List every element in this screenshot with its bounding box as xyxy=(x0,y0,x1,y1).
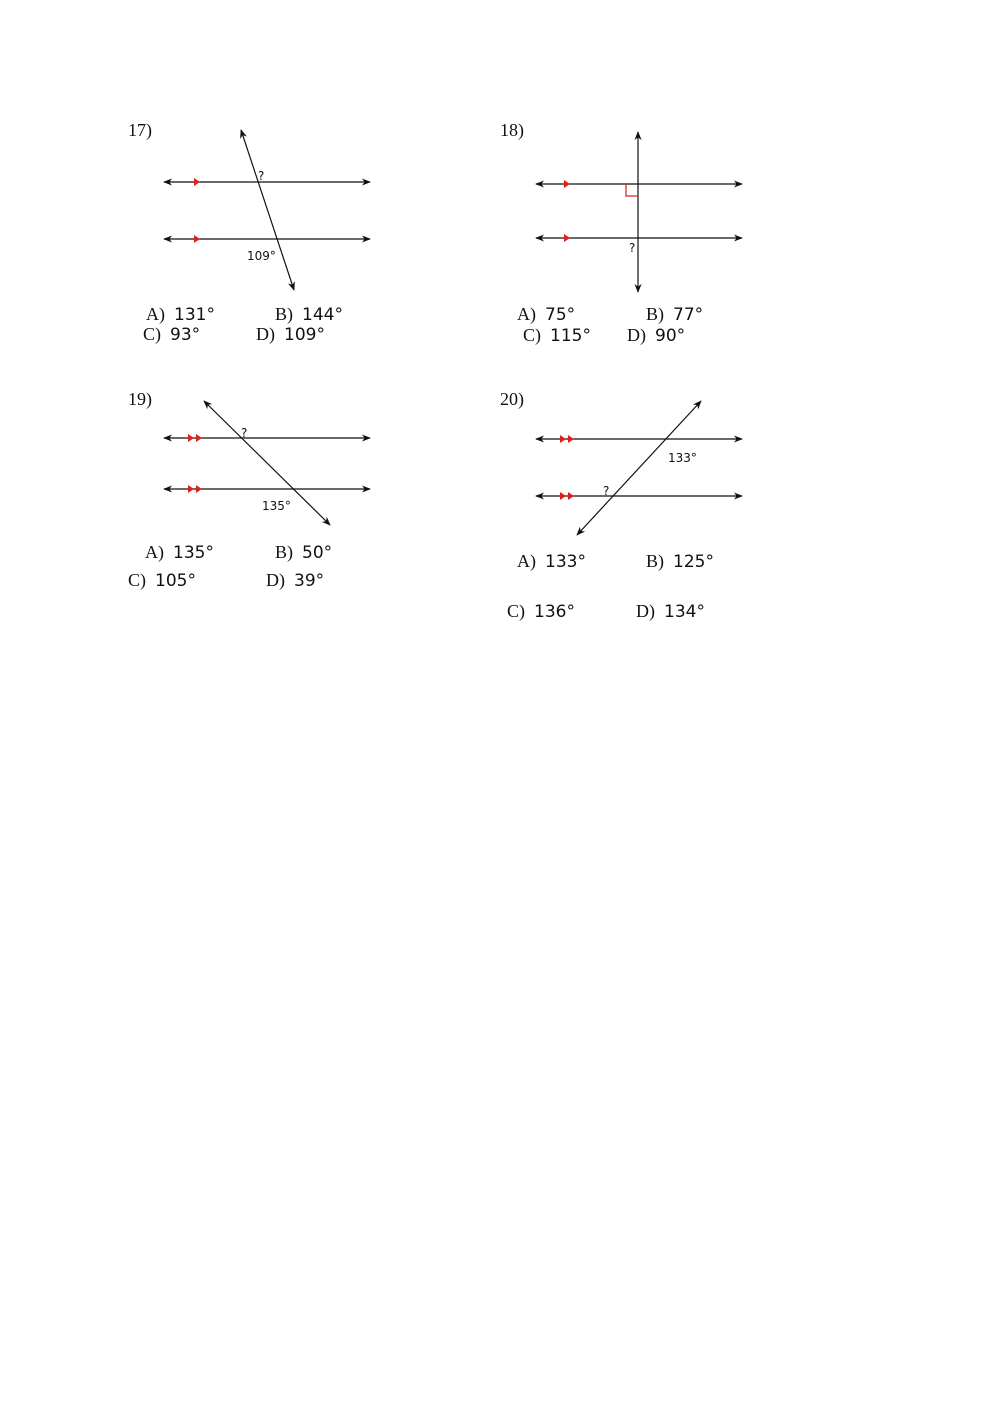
choice-d[interactable] xyxy=(636,601,705,622)
choice-letter: A) xyxy=(517,551,536,571)
parallel-mark xyxy=(194,235,200,243)
problem-18 xyxy=(500,118,860,378)
choice-c[interactable] xyxy=(143,324,200,345)
transversal-line xyxy=(577,401,701,535)
question-number: 17) xyxy=(128,120,152,140)
choice-a[interactable] xyxy=(146,304,215,325)
question-number: 19) xyxy=(128,389,152,409)
choice-letter: C) xyxy=(523,325,541,345)
choice-letter: D) xyxy=(627,325,646,345)
given-angle-label: 135° xyxy=(262,499,291,513)
choice-d[interactable] xyxy=(256,324,325,345)
choice-d[interactable] xyxy=(266,570,324,591)
choice-c[interactable] xyxy=(523,325,591,346)
choice-letter: B) xyxy=(646,551,664,571)
choice-letter: A) xyxy=(145,542,164,562)
choice-b[interactable] xyxy=(275,542,332,563)
choice-b[interactable] xyxy=(646,304,703,325)
choice-value: 125° xyxy=(673,552,714,572)
choice-letter: D) xyxy=(266,570,285,590)
choice-b[interactable] xyxy=(646,551,714,572)
parallel-mark xyxy=(568,492,574,500)
choice-letter: C) xyxy=(507,601,525,621)
choice-value: 77° xyxy=(673,305,704,325)
transversal-line xyxy=(241,130,294,290)
choice-c[interactable] xyxy=(128,570,196,591)
choice-letter: A) xyxy=(517,304,536,324)
choice-a[interactable] xyxy=(517,551,586,572)
choice-letter: B) xyxy=(646,304,664,324)
parallel-mark xyxy=(564,180,570,188)
choice-value: 136° xyxy=(534,602,575,622)
parallel-lines-diagram xyxy=(500,118,860,318)
parallel-mark xyxy=(568,435,574,443)
choice-value: 75° xyxy=(545,305,576,325)
given-angle-label: 109° xyxy=(247,249,276,263)
parallel-mark xyxy=(560,492,566,500)
choice-d[interactable] xyxy=(627,325,685,346)
question-number: 18) xyxy=(500,120,524,140)
choice-value: 135° xyxy=(173,543,214,563)
right-angle-mark xyxy=(626,184,638,196)
question-number: 20) xyxy=(500,389,524,409)
choice-letter: C) xyxy=(143,324,161,344)
choice-value: 109° xyxy=(284,325,325,345)
problem-17 xyxy=(128,118,488,378)
parallel-mark xyxy=(194,178,200,186)
choice-value: 93° xyxy=(170,325,201,345)
problem-19 xyxy=(128,387,488,647)
choice-value: 144° xyxy=(302,305,343,325)
choice-value: 131° xyxy=(174,305,215,325)
parallel-mark xyxy=(560,435,566,443)
choice-letter: D) xyxy=(256,324,275,344)
choice-letter: D) xyxy=(636,601,655,621)
parallel-mark xyxy=(196,485,202,493)
choice-value: 134° xyxy=(664,602,705,622)
problem-20 xyxy=(500,387,860,647)
parallel-mark xyxy=(188,485,194,493)
choice-letter: B) xyxy=(275,542,293,562)
choice-c[interactable] xyxy=(507,601,575,622)
parallel-mark xyxy=(196,434,202,442)
choice-value: 90° xyxy=(655,326,686,346)
choice-value: 133° xyxy=(545,552,586,572)
choice-letter: B) xyxy=(275,304,293,324)
choice-value: 105° xyxy=(155,571,196,591)
choice-a[interactable] xyxy=(145,542,214,563)
choice-letter: A) xyxy=(146,304,165,324)
parallel-mark xyxy=(188,434,194,442)
choice-value: 115° xyxy=(550,326,591,346)
unknown-angle-label: ? xyxy=(603,484,610,498)
unknown-angle-label: ? xyxy=(629,241,636,255)
parallel-mark xyxy=(564,234,570,242)
given-angle-label: 133° xyxy=(668,451,697,465)
choice-b[interactable] xyxy=(275,304,343,325)
unknown-angle-label: ? xyxy=(241,426,248,440)
choice-value: 39° xyxy=(294,571,325,591)
choice-letter: C) xyxy=(128,570,146,590)
unknown-angle-label: ? xyxy=(258,169,265,183)
parallel-lines-diagram xyxy=(128,118,488,318)
choice-value: 50° xyxy=(302,543,333,563)
choice-a[interactable] xyxy=(517,304,575,325)
